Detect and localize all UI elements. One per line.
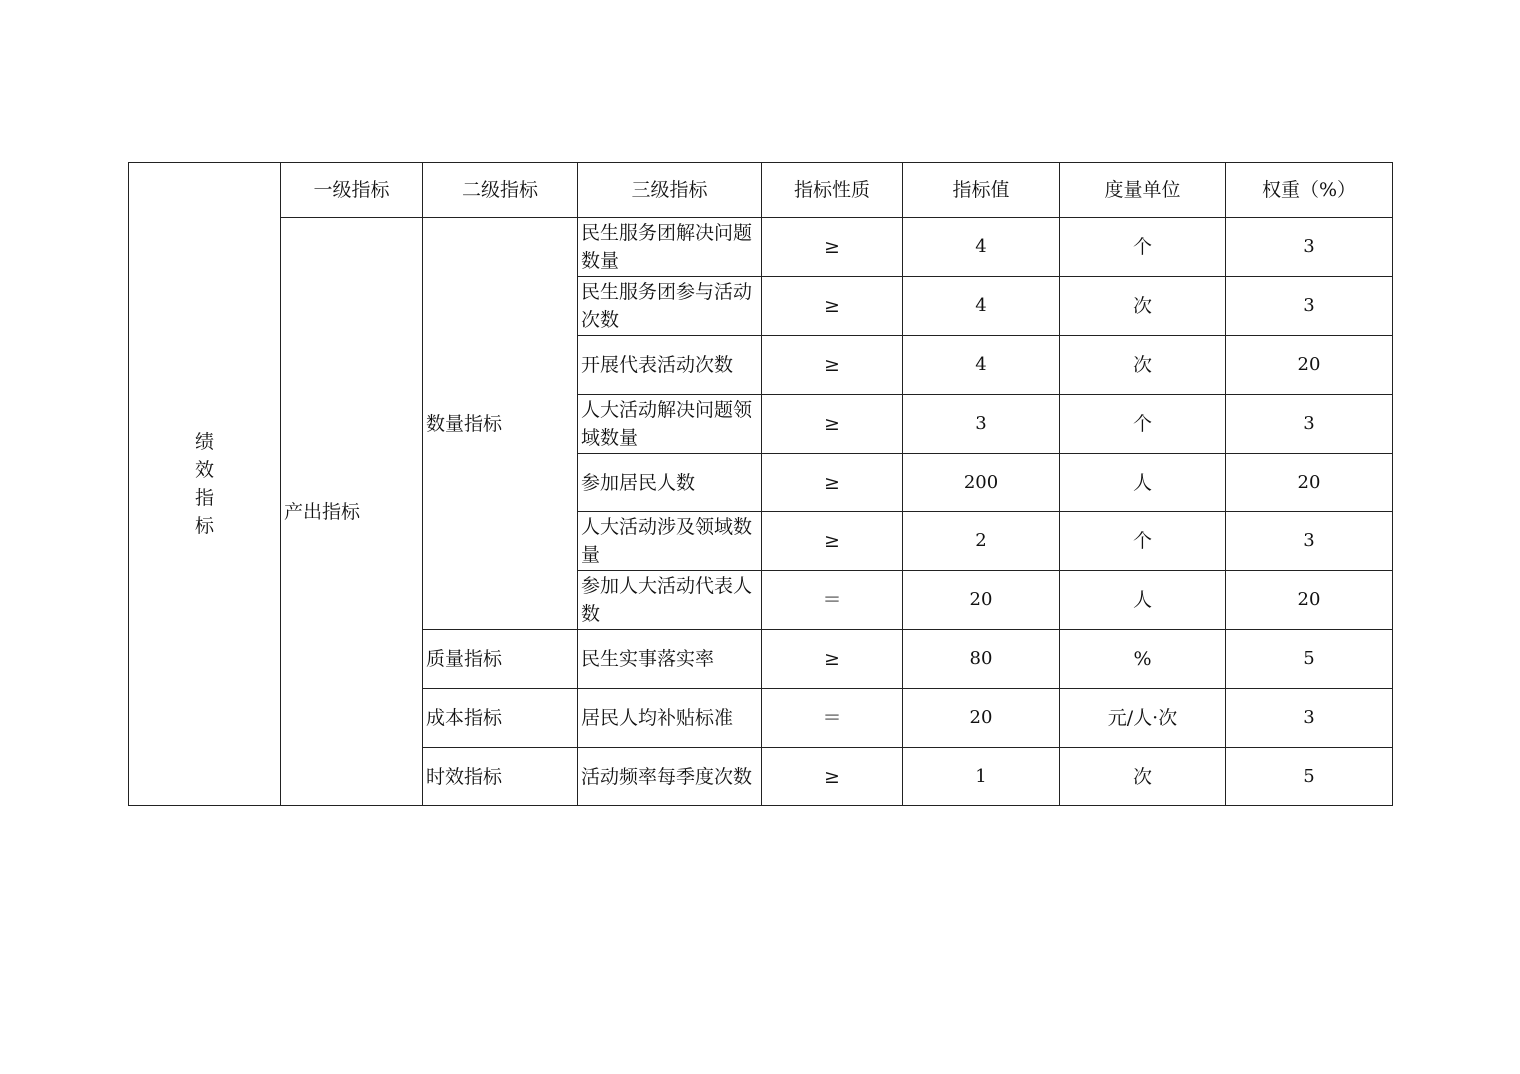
indicator-weight: 20 — [1226, 454, 1393, 512]
indicator-nature: ＝ — [762, 689, 903, 748]
header-weight: 权重（%） — [1226, 163, 1393, 218]
header-unit: 度量单位 — [1060, 163, 1226, 218]
level1-output-cell: 产出指标 — [281, 218, 423, 806]
indicator-name: 居民人均补贴标准 — [578, 689, 762, 748]
indicator-weight: 5 — [1226, 630, 1393, 689]
header-level1: 一级指标 — [281, 163, 423, 218]
header-value: 指标值 — [903, 163, 1060, 218]
indicator-weight: 3 — [1226, 218, 1393, 277]
indicator-name: 民生服务团解决问题数量 — [578, 218, 762, 277]
indicator-unit: % — [1060, 630, 1226, 689]
indicator-weight: 3 — [1226, 395, 1393, 454]
indicator-nature: ≥ — [762, 748, 903, 806]
indicator-nature: ≥ — [762, 395, 903, 454]
indicator-nature: ≥ — [762, 454, 903, 512]
category-cell — [129, 163, 281, 806]
indicator-weight: 3 — [1226, 277, 1393, 336]
indicator-value: 3 — [903, 395, 1060, 454]
header-level2: 二级指标 — [423, 163, 578, 218]
performance-indicator-table — [128, 162, 1393, 806]
indicator-weight: 3 — [1226, 689, 1393, 748]
indicator-nature: ≥ — [762, 218, 903, 277]
indicator-value: 20 — [903, 689, 1060, 748]
table-row — [129, 218, 1393, 277]
indicator-weight: 20 — [1226, 571, 1393, 630]
indicator-unit: 次 — [1060, 336, 1226, 395]
indicator-unit: 人 — [1060, 571, 1226, 630]
indicator-unit: 人 — [1060, 454, 1226, 512]
indicator-unit: 个 — [1060, 395, 1226, 454]
table-header-row — [129, 163, 1393, 218]
indicator-name: 民生服务团参与活动次数 — [578, 277, 762, 336]
indicator-unit: 元/人·次 — [1060, 689, 1226, 748]
indicator-nature: ≥ — [762, 277, 903, 336]
indicator-name: 活动频率每季度次数 — [578, 748, 762, 806]
indicator-weight: 20 — [1226, 336, 1393, 395]
indicator-unit: 个 — [1060, 512, 1226, 571]
indicator-unit: 次 — [1060, 748, 1226, 806]
indicator-value: 2 — [903, 512, 1060, 571]
indicator-nature: ≥ — [762, 630, 903, 689]
header-nature: 指标性质 — [762, 163, 903, 218]
indicator-unit: 次 — [1060, 277, 1226, 336]
indicator-name: 民生实事落实率 — [578, 630, 762, 689]
indicator-value: 80 — [903, 630, 1060, 689]
indicator-nature: ＝ — [762, 571, 903, 630]
header-level3: 三级指标 — [578, 163, 762, 218]
group-cost-cell: 成本指标 — [423, 689, 578, 748]
indicator-value: 4 — [903, 277, 1060, 336]
indicator-value: 200 — [903, 454, 1060, 512]
indicator-name: 人大活动解决问题领域数量 — [578, 395, 762, 454]
indicator-name: 参加人大活动代表人数 — [578, 571, 762, 630]
indicator-value: 4 — [903, 218, 1060, 277]
indicator-name: 人大活动涉及领域数量 — [578, 512, 762, 571]
indicator-value: 4 — [903, 336, 1060, 395]
indicator-weight: 3 — [1226, 512, 1393, 571]
indicator-nature: ≥ — [762, 336, 903, 395]
indicator-name: 开展代表活动次数 — [578, 336, 762, 395]
category-label: 绩效指标 — [194, 431, 214, 537]
indicator-name: 参加居民人数 — [578, 454, 762, 512]
group-quality-cell: 质量指标 — [423, 630, 578, 689]
indicator-unit: 个 — [1060, 218, 1226, 277]
indicator-value: 1 — [903, 748, 1060, 806]
indicator-value: 20 — [903, 571, 1060, 630]
indicator-weight: 5 — [1226, 748, 1393, 806]
group-quantity-cell: 数量指标 — [423, 218, 578, 630]
indicator-nature: ≥ — [762, 512, 903, 571]
group-timeliness-cell: 时效指标 — [423, 748, 578, 806]
